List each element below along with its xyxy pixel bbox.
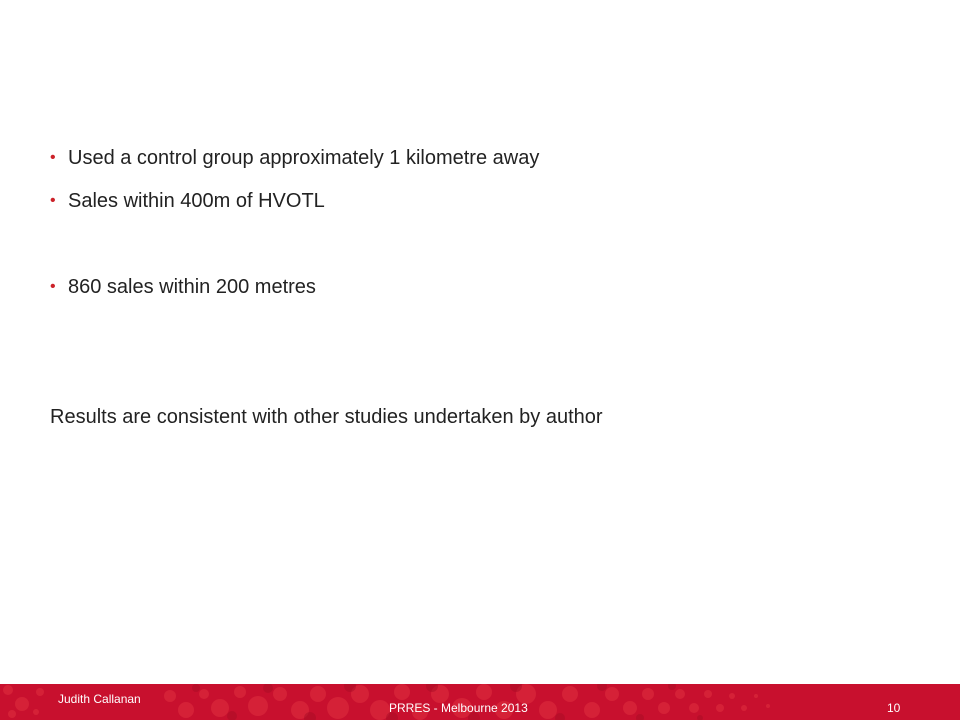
footer-author: Judith Callanan: [58, 692, 141, 706]
bullet-point-icon: •: [50, 149, 56, 166]
bullet-point-icon: •: [50, 192, 56, 209]
page-number: 10: [887, 701, 901, 715]
bullet-point-icon: •: [50, 278, 56, 295]
footer-bar: [0, 684, 960, 720]
footer-event: PRRES - Melbourne 2013: [389, 701, 528, 715]
bullet-item: [50, 146, 539, 170]
results-statement: Results are consistent with other studies undertaken by author: [50, 406, 603, 428]
bullet-text: Sales within 400m of HVOTL: [68, 190, 325, 212]
bullet-text: Used a control group approximately 1 kilometre away: [68, 147, 540, 169]
bullet-text: 860 sales within 200 metres: [68, 276, 316, 298]
bullet-item: [50, 275, 316, 299]
bullet-item: [50, 189, 325, 213]
